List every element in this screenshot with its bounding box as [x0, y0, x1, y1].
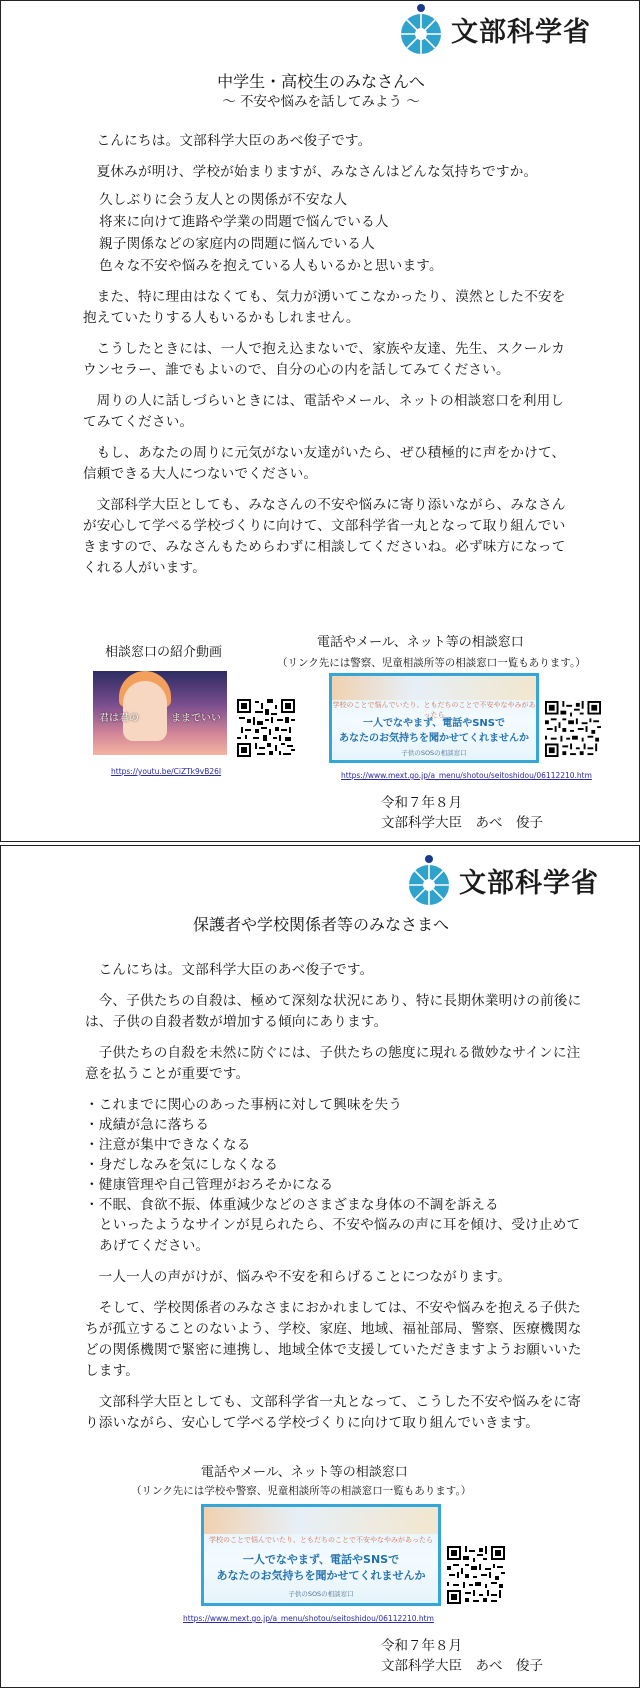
letter-body [85, 960, 589, 1444]
banner-footer: 子供のSOSの相談窓口 [401, 749, 467, 757]
date: 令和７年８月 [381, 795, 462, 811]
banner-decoration [332, 676, 536, 700]
contact-link[interactable]: https://www.mext.go.jp/a_menu/shotou/seitoshidou/06112210.htm [341, 771, 592, 780]
video-label: 相談窓口の紹介動画 [105, 645, 223, 660]
paragraph: 一人一人の声がけが、悩みや不安を和らげることにつながります。 [98, 1269, 512, 1285]
banner-headline-2: あなたのお気持ちを聞かせてくれませんか [339, 733, 529, 744]
mext-logo [397, 3, 591, 55]
list-item: ・身だしなみを気にしなくなる [85, 1157, 279, 1173]
contact-qr-code-icon[interactable] [545, 701, 601, 757]
mext-logo [405, 854, 599, 906]
video-qr-code-icon[interactable] [237, 699, 295, 757]
video-thumbnail[interactable] [93, 671, 227, 755]
contact-banner[interactable] [201, 1504, 441, 1606]
contact-link[interactable]: https://www.mext.go.jp/a_menu/shotou/seitoshidou/06112210.htm [183, 1614, 434, 1623]
warning-sign-list [85, 1095, 589, 1215]
signature: 文部科学大臣 あべ 俊子 [381, 815, 543, 831]
paragraph: 夏休みが明け、学校が始まりますが、みなさんはどんな気持ちですか。 [96, 164, 538, 180]
contact-qr-code-icon[interactable] [447, 1546, 505, 1604]
logo-text: 文部科学省 [451, 16, 591, 48]
paragraph: 文部科学大臣としても、文部科学省一丸となって、こうした不安や悩みをに寄り添いながら、安心して学べる学校づくりに向けて取り組んでいきます。 [85, 1394, 582, 1431]
list-item: ・成績が急に落ちる [85, 1117, 210, 1133]
contact-note: （リンク先には学校や警察、児童相談所等の相談窓口一覧もあります。） [131, 1485, 472, 1497]
list-item: 将来に向けて進路や学業の問題で悩んでいる人 [99, 214, 389, 230]
greeting: こんにちは。文部科学大臣のあべ俊子です。 [98, 962, 374, 978]
list-item: ・注意が集中できなくなる [85, 1137, 251, 1153]
signature: 文部科学大臣 あべ 俊子 [381, 1658, 543, 1674]
paragraph: もし、あなたの周りに元気がない友達がいたら、ぜひ積極的に声をかけて、信頼できる大人につないでください。 [83, 445, 566, 482]
list-item: ・健康管理や自己管理がおろそかになる [85, 1177, 334, 1193]
paragraph: そして、学校関係者のみなさまにおかれましては、不安や悩みを抱える子供たちが孤立することのないよう、学校、家庭、地域、福祉部局、警察、医療機関などの関係機関で緊密に連携し、地域全体で支援していただきますようお願いいたします。 [85, 1300, 582, 1379]
date: 令和７年８月 [381, 1638, 462, 1654]
letter-body [83, 131, 573, 589]
greeting: こんにちは。文部科学大臣のあべ俊子です。 [96, 133, 372, 149]
banner-decoration [204, 1507, 438, 1534]
paragraph: 子供たちの自殺を未然に防ぐには、子供たちの態度に現れる微妙なサインに注意を払うことが重要です。 [85, 1045, 581, 1082]
paragraph: といったようなサインが見られたら、不安や悩みの声に耳を傾け、受け止めてあげてください。 [99, 1217, 581, 1254]
page-subtitle: ～ 不安や悩みを話してみよう ～ [222, 94, 420, 110]
list-item: 色々な不安や悩みを抱えている人もいるかと思います。 [99, 258, 443, 274]
banner-small-text: 学校のことで悩んでいたり、ともだちのことで不安やなやみがあったら [332, 701, 536, 719]
logo-text: 文部科学省 [459, 867, 599, 899]
video-link[interactable]: https://youtu.be/CiZTk9vB26I [111, 767, 222, 776]
banner-headline-1: 一人でなやまず、電話やSNSで [242, 1553, 400, 1566]
paragraph: また、特に理由はなくても、気力が湧いてこなかったり、漠然とした不安を抱えていたりする人もいるかもしれません。 [83, 289, 566, 326]
banner-footer: 子供のSOSの相談窓口 [288, 1590, 354, 1598]
list-item: 久しぶりに会う友人との関係が不安な人 [99, 192, 348, 208]
mext-logo-mark-icon [397, 3, 445, 55]
banner-headline-1: 一人でなやまず、電話やSNSで [363, 718, 505, 729]
paragraph: 周りの人に話しづらいときには、電話やメール、ネットの相談窓口を利用してみてください。 [83, 393, 565, 430]
page-students [0, 0, 640, 842]
contact-note: （リンク先には警察、児童相談所等の相談窓口一覧もあります。） [277, 657, 586, 669]
list-item: ・これまでに関心のあった事柄に対して興味を失う [85, 1097, 403, 1113]
contact-banner[interactable] [329, 673, 539, 763]
worry-list [83, 189, 573, 277]
paragraph: こうしたときには、一人で抱え込まないで、家族や友達、先生、スクールカウンセラー、誰でもよいので、自分の心の内を話してみてください。 [83, 341, 566, 378]
banner-small-text: 学校のことで悩んでいたり、ともだちのことで不安やなやみがあったら [209, 1536, 433, 1544]
list-item: 親子関係などの家庭内の問題に悩んでいる人 [99, 236, 375, 252]
page-title: 保護者や学校関係者等のみなさまへ [192, 915, 449, 934]
page-parents [0, 845, 640, 1688]
page-title: 中学生・高校生のみなさんへ [217, 72, 425, 91]
mext-logo-mark-icon [405, 854, 453, 906]
list-item: ・不眠、食欲不振、体重減少などのさまざまな身体の不調を訴える [85, 1197, 499, 1213]
paragraph: 今、子供たちの自殺は、極めて深刻な状況にあり、特に長期休業明けの前後には、子供の自殺者数が増加する傾向にあります。 [85, 993, 582, 1030]
paragraph: 文部科学大臣としても、みなさんの不安や悩みに寄り添いながら、みなさんが安心して学べる学校づくりに向けて、文部科学省一丸となって取り組んでいきますので、みなさんもためらわずに相談してくださいね。必ず味方になってくれる人がいます。 [83, 497, 566, 576]
video-caption: ままでいい [171, 713, 221, 724]
contact-label: 電話やメール、ネット等の相談窓口 [201, 1465, 408, 1480]
contact-label: 電話やメール、ネット等の相談窓口 [317, 635, 524, 650]
banner-headline-2: あなたのお気持ちを聞かせてくれませんか [216, 1569, 426, 1582]
video-caption: 君は君の [99, 713, 139, 724]
